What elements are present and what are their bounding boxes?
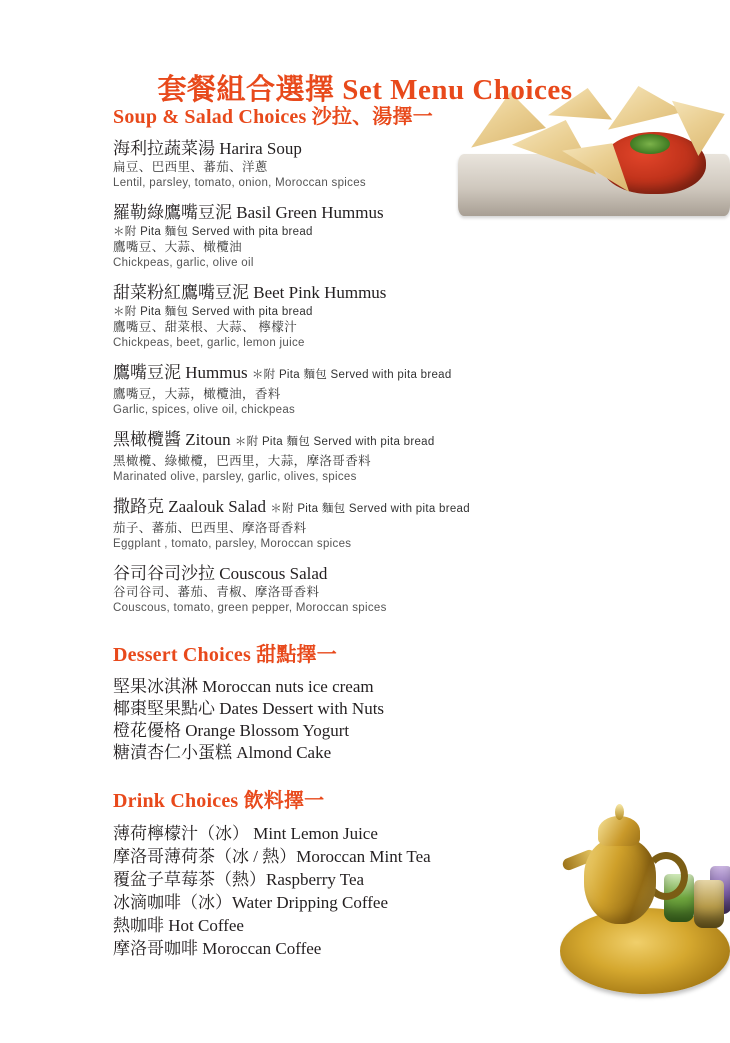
list-item: 糖漬杏仁小蛋糕 Almond Cake xyxy=(113,743,332,762)
section-heading-dessert: Dessert Choices 甜點擇一 xyxy=(113,644,337,666)
menu-item-ingredients-zh: 谷司谷司、蕃茄、青椒、摩洛哥香料 xyxy=(113,585,320,599)
menu-item-served-note: ＊附 Pita 麵包 Served with pita bread xyxy=(251,369,452,381)
menu-item xyxy=(113,282,713,351)
menu-item xyxy=(113,138,713,191)
menu-item-name-row xyxy=(113,429,713,453)
menu-item-served-note: ＊附 Pita 麵包 Served with pita bread xyxy=(270,503,470,515)
page-title: 套餐組合選擇 Set Menu Choices xyxy=(157,74,573,107)
dessert-list xyxy=(113,676,713,764)
menu-item-name: 撒路克 Zaalouk Salad xyxy=(113,497,266,516)
list-item: 堅果冰淇淋 Moroccan nuts ice cream xyxy=(113,677,374,696)
menu-item-ingredients-zh: 鷹嘴豆、大蒜、橄欖油 xyxy=(113,240,243,254)
menu-item-name: 谷司谷司沙拉 Couscous Salad xyxy=(113,564,328,583)
menu-item-name-row xyxy=(113,362,713,386)
list-item: 覆盆子草莓茶（熱）Raspberry Tea xyxy=(113,870,365,889)
menu-content xyxy=(113,100,713,960)
menu-item xyxy=(113,362,713,418)
menu-item-ingredients-en: Lentil, parsley, tomato, onion, Moroccan spices xyxy=(113,177,366,189)
menu-item-ingredients-en: Couscous, tomato, green pepper, Moroccan spices xyxy=(113,602,387,614)
menu-item xyxy=(113,496,713,552)
menu-item-name-row xyxy=(113,496,713,520)
menu-item-name: 甜菜粉紅鷹嘴豆泥 Beet Pink Hummus xyxy=(113,283,387,302)
list-item: 椰棗堅果點心 Dates Dessert with Nuts xyxy=(113,699,385,718)
menu-item-ingredients-en: Chickpeas, garlic, olive oil xyxy=(113,257,254,269)
menu-item-name: 鷹嘴豆泥 Hummus xyxy=(113,363,248,382)
section-heading-soup-salad: Soup & Salad Choices 沙拉、湯擇一 xyxy=(113,106,433,128)
drink-list xyxy=(113,822,713,960)
menu-item-ingredients-en: Marinated olive, parsley, garlic, olives, spices xyxy=(113,471,357,483)
menu-item-ingredients-en: Eggplant , tomato, parsley, Moroccan spices xyxy=(113,538,352,550)
menu-item-ingredients-zh: 鷹嘴豆、甜菜根、大蒜、 檸檬汁 xyxy=(113,320,298,334)
menu-item-name: 黑橄欖醬 Zitoun xyxy=(113,430,231,449)
list-item: 橙花優格 Orange Blossom Yogurt xyxy=(113,721,350,740)
menu-item xyxy=(113,202,713,271)
menu-item-ingredients-zh: 鷹嘴豆，大蒜，橄欖油，香料 xyxy=(113,387,281,401)
menu-item-served-note: ＊附 Pita 麵包 Served with pita bread xyxy=(113,306,313,318)
menu-item-served-note: ＊附 Pita 麵包 Served with pita bread xyxy=(234,436,435,448)
menu-item-served-note: ＊附 Pita 麵包 Served with pita bread xyxy=(113,226,313,238)
menu-item-ingredients-zh: 黑橄欖、綠橄欖，巴西里，大蒜，摩洛哥香料 xyxy=(113,454,372,468)
menu-item-ingredients-en: Garlic, spices, olive oil, chickpeas xyxy=(113,404,296,416)
list-item: 摩洛哥咖啡 Moroccan Coffee xyxy=(113,939,322,958)
section-heading-drinks: Drink Choices 飲料擇一 xyxy=(113,790,325,812)
list-item: 摩洛哥薄荷茶（冰 / 熱）Moroccan Mint Tea xyxy=(113,847,431,866)
menu-item xyxy=(113,563,713,616)
menu-item-name: 羅勒綠鷹嘴豆泥 Basil Green Hummus xyxy=(113,203,384,222)
list-item: 薄荷檸檬汁（冰） Mint Lemon Juice xyxy=(113,824,378,843)
menu-item-ingredients-en: Chickpeas, beet, garlic, lemon juice xyxy=(113,337,305,349)
list-item: 冰滴咖啡（冰）Water Dripping Coffee xyxy=(113,893,388,912)
menu-item-name: 海利拉蔬菜湯 Harira Soup xyxy=(113,139,302,158)
menu-item-ingredients-zh: 扁豆、巴西里、蕃茄、洋蔥 xyxy=(113,160,268,174)
menu-item-ingredients-zh: 茄子、蕃茄、巴西里、摩洛哥香料 xyxy=(113,521,307,535)
list-item: 熱咖啡 Hot Coffee xyxy=(113,916,244,935)
menu-item xyxy=(113,429,713,485)
